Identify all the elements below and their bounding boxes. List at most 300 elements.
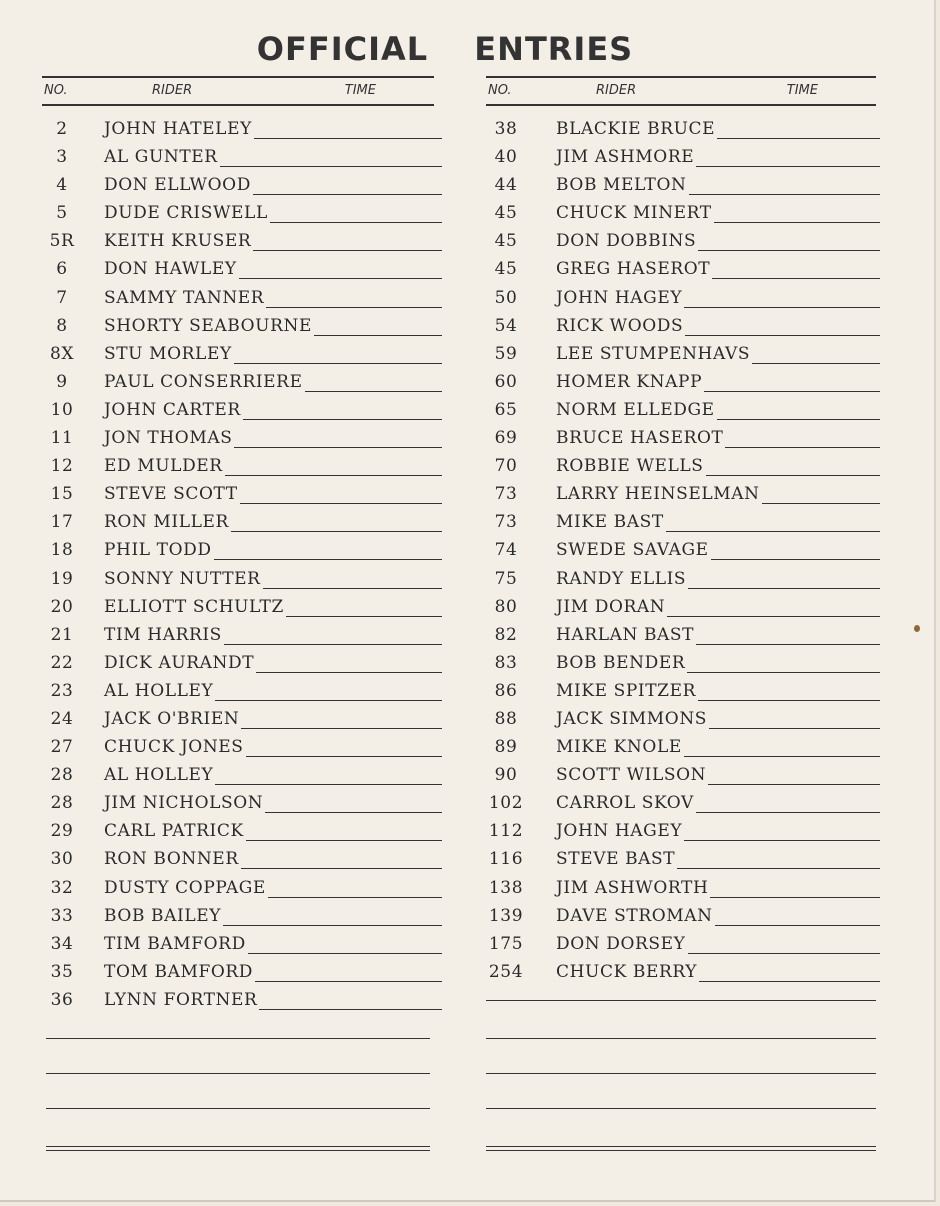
entry-line: [556, 288, 880, 308]
rider-name: DON HAWLEY: [104, 259, 237, 280]
time-line: [715, 907, 880, 926]
time-line: [696, 148, 880, 167]
time-line: [286, 598, 442, 617]
time-line: [710, 879, 880, 898]
rider-name: HARLAN BAST: [556, 624, 695, 645]
entry-number: 36: [50, 989, 74, 1010]
entry-line: [556, 540, 880, 560]
rider-name: JIM ASHMORE: [556, 147, 695, 168]
time-line: [240, 485, 442, 504]
rider-name: JOHN HAGEY: [556, 287, 683, 308]
entry-line: [104, 793, 442, 813]
time-line: [667, 598, 880, 617]
entry-row: [42, 397, 434, 425]
header-rider: RIDER: [596, 83, 637, 98]
entry-number: 65: [494, 399, 518, 420]
entry-number: 18: [50, 540, 74, 561]
entry-row: [486, 481, 876, 509]
entry-number: 5R: [49, 231, 75, 252]
rider-name: DON DORSEY: [556, 933, 686, 954]
rider-name: PAUL CONSERRIERE: [104, 371, 303, 392]
blank-line: [46, 1108, 430, 1109]
rider-name: ROBBIE WELLS: [556, 456, 704, 477]
entry-line: [104, 765, 442, 785]
entry-line: [104, 484, 442, 504]
entry-line: [556, 906, 880, 926]
ink-smudge: [914, 625, 920, 632]
entry-row: [486, 537, 876, 565]
entry-line: [556, 962, 880, 982]
rider-name: JOHN HAGEY: [556, 821, 683, 842]
entry-line: [104, 428, 442, 448]
entry-row: [42, 931, 434, 959]
time-line: [687, 654, 880, 673]
entry-line: [556, 737, 880, 757]
rider-name: DON ELLWOOD: [104, 175, 251, 196]
time-line: [717, 120, 880, 139]
rider-name: AL GUNTER: [104, 147, 218, 168]
entry-row: [486, 116, 876, 144]
entry-number: 20: [50, 596, 74, 617]
entry-row: [42, 285, 434, 313]
entry-line: [556, 849, 880, 869]
time-line: [224, 626, 442, 645]
rider-name: SONNY NUTTER: [104, 568, 261, 589]
entry-number: 3: [56, 147, 68, 168]
rider-name: PHIL TODD: [104, 540, 212, 561]
time-line: [265, 794, 442, 813]
entry-number: 29: [50, 821, 74, 842]
entry-line: [104, 288, 442, 308]
time-line: [220, 148, 442, 167]
time-line: [225, 457, 442, 476]
time-line: [241, 710, 442, 729]
time-line: [248, 935, 442, 954]
rider-name: LARRY HEINSELMAN: [556, 484, 760, 505]
entry-number: 89: [494, 737, 518, 758]
rider-name: TOM BAMFORD: [104, 961, 254, 982]
entry-line: [556, 821, 880, 841]
entry-number: 73: [494, 484, 518, 505]
entry-line: [556, 428, 880, 448]
entry-line: [104, 653, 442, 673]
rider-name: DUSTY COPPAGE: [104, 877, 266, 898]
rider-name: RON BONNER: [104, 849, 239, 870]
entry-number: 45: [494, 231, 518, 252]
rider-name: JIM DORAN: [556, 596, 666, 617]
time-line: [259, 991, 442, 1010]
blank-line: [486, 1108, 876, 1109]
time-line: [231, 513, 442, 532]
entry-line: [104, 597, 442, 617]
entry-line: [104, 231, 442, 251]
blank-line: [46, 1073, 430, 1074]
time-line: [239, 260, 442, 279]
rider-name: CHUCK MINERT: [556, 203, 712, 224]
rider-name: BLACKIE BRUCE: [556, 119, 716, 139]
entry-number: 54: [494, 315, 518, 336]
entry-line: [104, 934, 442, 954]
time-line: [706, 457, 880, 476]
entry-row: [42, 650, 434, 678]
entry-list-left: [42, 116, 434, 1015]
entry-line: [556, 878, 880, 898]
entry-line: [104, 400, 442, 420]
entry-row: [486, 313, 876, 341]
rider-name: CHUCK JONES: [104, 737, 244, 758]
time-line: [263, 570, 442, 589]
time-line: [677, 850, 880, 869]
entry-number: 10: [50, 399, 74, 420]
entry-line: [556, 175, 880, 195]
time-line: [255, 963, 442, 982]
time-line: [266, 289, 442, 308]
double-rule: [46, 1146, 430, 1151]
time-line: [685, 317, 880, 336]
entry-row: [42, 734, 434, 762]
entry-row: [42, 144, 434, 172]
entry-number: 86: [494, 680, 518, 701]
entry-row: [486, 509, 876, 537]
entry-line: [104, 821, 442, 841]
time-line: [666, 513, 880, 532]
entry-number: 70: [494, 456, 518, 477]
rider-name: LYNN FORTNER: [104, 989, 258, 1010]
time-line: [234, 345, 442, 364]
entry-number: 17: [50, 512, 74, 533]
header-rider: RIDER: [152, 83, 193, 98]
entry-number: 19: [50, 568, 74, 589]
entry-number: 7: [56, 287, 68, 308]
time-line: [696, 626, 880, 645]
entry-row: [486, 341, 876, 369]
entry-row: [486, 846, 876, 874]
entry-number: 32: [50, 877, 74, 898]
entry-row: [42, 256, 434, 284]
entry-number: 102: [488, 793, 524, 814]
rider-name: MIKE SPITZER: [556, 680, 696, 701]
entry-line: [104, 849, 442, 869]
blank-line: [46, 1038, 430, 1039]
entry-row: [486, 650, 876, 678]
entry-row: [42, 200, 434, 228]
entry-number: 45: [494, 203, 518, 224]
entry-row: [486, 594, 876, 622]
entry-row: [42, 566, 434, 594]
entry-number: 4: [56, 175, 68, 196]
entry-line: [556, 653, 880, 673]
time-line: [696, 794, 880, 813]
entry-row: [486, 228, 876, 256]
entry-line: [104, 681, 442, 701]
rider-name: STEVE SCOTT: [104, 484, 238, 505]
entry-line: [556, 934, 880, 954]
time-line: [684, 738, 880, 757]
entry-line: [104, 203, 442, 223]
time-line: [214, 541, 442, 560]
entry-row: [42, 594, 434, 622]
rider-name: TIM HARRIS: [104, 624, 222, 645]
time-line: [708, 766, 880, 785]
entry-number: 82: [494, 624, 518, 645]
rider-name: SCOTT WILSON: [556, 765, 707, 786]
entry-line: [104, 709, 442, 729]
rider-name: DAVE STROMAN: [556, 905, 713, 926]
rider-name: CHUCK BERRY: [556, 961, 698, 982]
rider-name: JON THOMAS: [104, 428, 233, 449]
entry-number: 60: [494, 371, 518, 392]
time-line: [253, 176, 442, 195]
rider-name: JIM NICHOLSON: [104, 793, 264, 814]
blank-line: [486, 1073, 876, 1074]
time-line: [243, 401, 442, 420]
entry-number: 22: [50, 652, 74, 673]
entry-number: 45: [494, 259, 518, 280]
double-rule: [486, 1146, 876, 1151]
time-line: [234, 429, 442, 448]
entry-row: [42, 678, 434, 706]
entry-row: [42, 790, 434, 818]
time-line: [762, 485, 880, 504]
entry-number: 50: [494, 287, 518, 308]
entry-number: 38: [494, 119, 518, 139]
entry-line: [556, 597, 880, 617]
entry-number: 116: [488, 849, 524, 870]
entry-line: [556, 625, 880, 645]
entry-number: 23: [50, 680, 74, 701]
entry-line: [104, 737, 442, 757]
rider-name: STU MORLEY: [104, 343, 232, 364]
entry-row: [486, 959, 876, 987]
entry-row: [486, 425, 876, 453]
entry-row: [486, 875, 876, 903]
entry-line: [556, 512, 880, 532]
entry-row: [486, 931, 876, 959]
entry-number: 12: [50, 456, 74, 477]
rider-name: JOHN CARTER: [104, 399, 241, 420]
entry-row: [486, 200, 876, 228]
entry-row: [42, 172, 434, 200]
entry-number: 80: [494, 596, 518, 617]
entry-row: [486, 734, 876, 762]
entry-number: 59: [494, 343, 518, 364]
entry-number: 6: [56, 259, 68, 280]
rider-name: MIKE KNOLE: [556, 737, 682, 758]
entry-line: [556, 569, 880, 589]
entry-number: 35: [50, 961, 74, 982]
entry-number: 40: [494, 147, 518, 168]
entry-number: 27: [50, 737, 74, 758]
entry-row: [42, 509, 434, 537]
time-line: [698, 682, 880, 701]
entry-row: [42, 425, 434, 453]
entry-number: 90: [494, 765, 518, 786]
entry-row: [486, 790, 876, 818]
time-line: [699, 963, 880, 982]
entry-line: [104, 119, 442, 139]
entry-row: [42, 762, 434, 790]
rider-name: RANDY ELLIS: [556, 568, 687, 589]
entry-row: [42, 846, 434, 874]
rider-name: SHORTY SEABOURNE: [104, 315, 312, 336]
entry-number: 75: [494, 568, 518, 589]
entry-line: [556, 793, 880, 813]
rider-name: JIM ASHWORTH: [556, 877, 709, 898]
rider-name: KEITH KRUSER: [104, 231, 252, 252]
time-line: [223, 907, 442, 926]
rider-name: RICK WOODS: [556, 315, 684, 336]
time-line: [688, 935, 881, 954]
entry-row: [486, 903, 876, 931]
time-line: [215, 766, 442, 785]
rider-name: BRUCE HASEROT: [556, 428, 724, 449]
entry-row: [42, 481, 434, 509]
entry-line: [104, 259, 442, 279]
time-line: [215, 682, 442, 701]
time-line: [268, 879, 442, 898]
time-line: [698, 232, 880, 251]
column-header-right: [486, 76, 876, 106]
entry-line: [556, 119, 880, 139]
time-line: [256, 654, 442, 673]
time-line: [246, 738, 442, 757]
entry-line: [104, 625, 442, 645]
entry-number: 5: [56, 203, 68, 224]
rider-name: ELLIOTT SCHULTZ: [104, 596, 284, 617]
rider-name: BOB BENDER: [556, 652, 686, 673]
time-line: [714, 204, 880, 223]
rider-name: CARL PATRICK: [104, 821, 244, 842]
time-line: [684, 822, 880, 841]
time-line: [253, 232, 442, 251]
time-line: [254, 120, 442, 139]
blank-line: [486, 1000, 876, 1001]
time-line: [711, 541, 880, 560]
entry-number: 88: [494, 708, 518, 729]
entry-number: 112: [488, 821, 524, 842]
entry-line: [104, 906, 442, 926]
entry-line: [556, 203, 880, 223]
entry-number: 73: [494, 512, 518, 533]
entry-row: [42, 875, 434, 903]
entry-line: [556, 344, 880, 364]
entry-row: [42, 537, 434, 565]
entry-line: [556, 316, 880, 336]
entry-row: [42, 369, 434, 397]
entry-row: [486, 453, 876, 481]
entry-line: [556, 456, 880, 476]
entry-row: [42, 818, 434, 846]
column-header-left: [42, 76, 434, 106]
entry-line: [104, 372, 442, 392]
entry-row: [42, 228, 434, 256]
entry-row: [486, 397, 876, 425]
entry-row: [486, 369, 876, 397]
rider-name: DUDE CRISWELL: [104, 203, 268, 224]
rider-name: AL HOLLEY: [104, 680, 214, 701]
entry-number: 15: [50, 484, 74, 505]
entry-row: [486, 762, 876, 790]
entry-number: 83: [494, 652, 518, 673]
entries-column-left: [42, 76, 434, 1015]
time-line: [314, 317, 442, 336]
entry-line: [556, 681, 880, 701]
rider-name: RON MILLER: [104, 512, 229, 533]
rider-name: BOB MELTON: [556, 175, 687, 196]
entry-row: [42, 116, 434, 144]
entry-row: [486, 622, 876, 650]
entry-number: 24: [50, 708, 74, 729]
entry-number: 28: [50, 793, 74, 814]
entry-row: [486, 706, 876, 734]
entry-number: 9: [56, 371, 68, 392]
header-time: TIME: [344, 83, 376, 98]
entry-row: [42, 706, 434, 734]
rider-name: DICK AURANDT: [104, 652, 255, 673]
time-line: [689, 176, 880, 195]
entry-line: [104, 962, 442, 982]
entry-line: [104, 316, 442, 336]
entry-line: [556, 400, 880, 420]
blank-line: [486, 1038, 876, 1039]
rider-name: JACK O'BRIEN: [104, 708, 240, 729]
header-no: NO.: [488, 83, 512, 98]
entry-number: 28: [50, 765, 74, 786]
entry-line: [104, 344, 442, 364]
entry-line: [104, 569, 442, 589]
entry-line: [104, 456, 442, 476]
rider-name: HOMER KNAPP: [556, 371, 703, 392]
header-no: NO.: [44, 83, 68, 98]
entry-line: [104, 147, 442, 167]
entry-row: [42, 341, 434, 369]
entry-row: [486, 818, 876, 846]
rider-name: GREG HASEROT: [556, 259, 711, 280]
page-title: OFFICIAL ENTRIES: [256, 30, 634, 68]
entry-line: [104, 512, 442, 532]
time-line: [712, 260, 880, 279]
time-line: [305, 373, 442, 392]
entry-row: [486, 566, 876, 594]
entry-number: 138: [488, 877, 524, 898]
entry-number: 254: [488, 961, 524, 982]
entry-row: [486, 678, 876, 706]
entry-number: 8: [56, 315, 68, 336]
entry-number: 34: [50, 933, 74, 954]
rider-name: SWEDE SAVAGE: [556, 540, 709, 561]
entry-line: [556, 709, 880, 729]
rider-name: CARROL SKOV: [556, 793, 694, 814]
rider-name: LEE STUMPENHAVS: [556, 343, 751, 364]
entry-number: 139: [488, 905, 524, 926]
entry-row: [486, 144, 876, 172]
rider-name: TIM BAMFORD: [104, 933, 246, 954]
entry-number: 30: [50, 849, 74, 870]
entry-number: 33: [50, 905, 74, 926]
rider-name: JOHN HATELEY: [104, 119, 252, 139]
entry-number: 175: [488, 933, 524, 954]
entry-row: [486, 172, 876, 200]
time-line: [717, 401, 880, 420]
entry-row: [42, 313, 434, 341]
entries-column-right: [486, 76, 876, 987]
entry-row: [42, 903, 434, 931]
entry-row: [42, 959, 434, 987]
rider-name: BOB BAILEY: [104, 905, 222, 926]
rider-name: NORM ELLEDGE: [556, 399, 715, 420]
entry-line: [556, 765, 880, 785]
entry-line: [104, 540, 442, 560]
